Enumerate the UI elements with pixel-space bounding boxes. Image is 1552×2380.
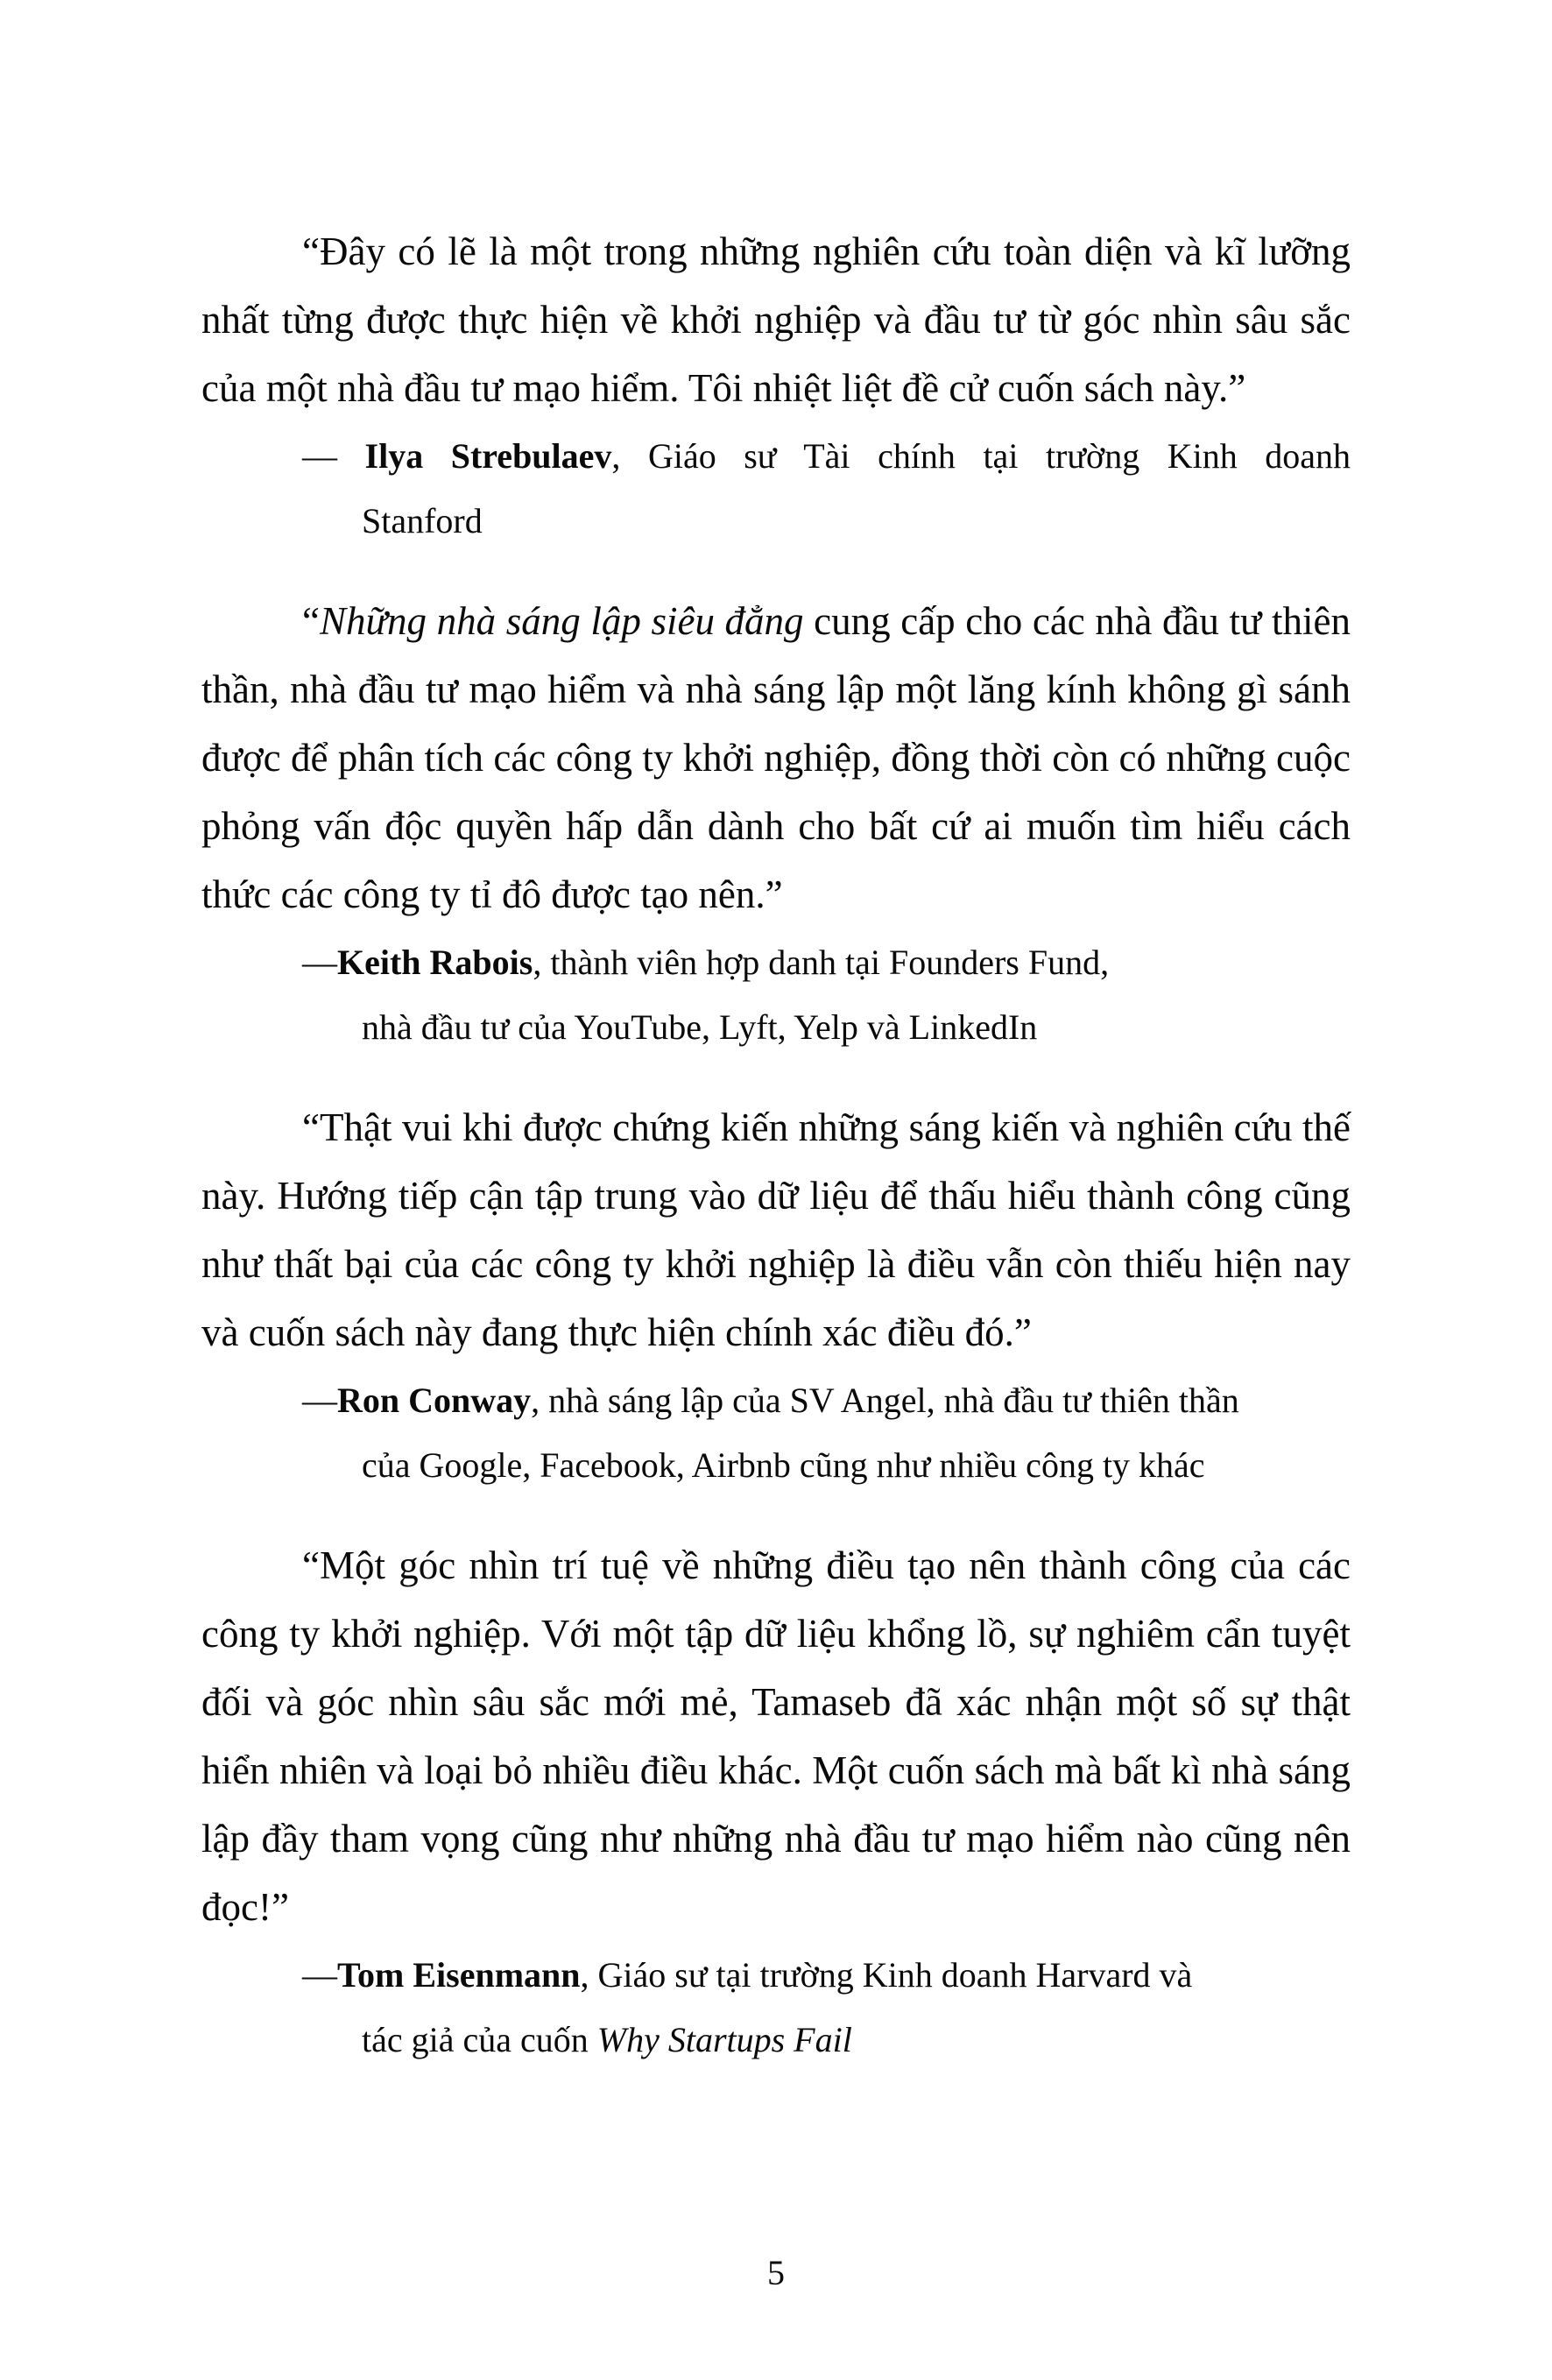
attribution-line-2 (362, 1433, 1351, 1498)
quote-text (201, 217, 1351, 422)
quote-attribution (201, 424, 1351, 554)
attribution-role-continued: nhà đầu tư của YouTube, Lyft, Yelp và LinkedIn (362, 1007, 1038, 1047)
attribution-line-1 (302, 424, 1351, 489)
open-quote-mark: “ (302, 1105, 320, 1149)
open-quote-mark: “ (302, 1543, 320, 1587)
attribution-line-2 (362, 489, 1351, 554)
testimonial-quote-4 (201, 1531, 1351, 2073)
quote-body: Đây có lẽ là một trong những nghiên cứu toàn diện và kĩ lưỡng nhất từng được thực hiện về khởi nghiệp và đầu tư từ góc nhìn sâu sắc của một nhà đầu tư mạo hiểm. Tôi nhiệt liệt đề cử cuốn sách này.” (201, 230, 1351, 410)
testimonial-quote-1 (201, 217, 1351, 554)
attribution-book-title: Why Startups Fail (596, 2020, 852, 2059)
attribution-role: , thành viên hợp danh tại Founders Fund, (533, 943, 1110, 982)
testimonial-quote-3 (201, 1093, 1351, 1498)
quote-text (201, 587, 1351, 929)
quote-body: cung cấp cho các nhà đầu tư thiên thần, nhà đầu tư mạo hiểm và nhà sáng lập một lăng kính không gì sánh được để phân tích các công ty khởi nghiệp, đồng thời còn có những cuộc phỏng vấn độc quyền hấp dẫn dành cho bất cứ ai muốn tìm hiểu cách thức các công ty tỉ đô được tạo nên.” (201, 599, 1351, 916)
attribution-role: , Giáo sư Tài chính tại trường Kinh doanh (611, 436, 1351, 476)
quote-body: Một góc nhìn trí tuệ về những điều tạo nên thành công của các công ty khởi nghiệp. Với một tập dữ liệu khổng lồ, sự nghiêm cẩn tuyệt đối và góc nhìn sâu sắc mới mẻ, Tamaseb đã xác nhận một số sự thật hiển nhiên và loại bỏ nhiều điều khác. Một cuốn sách mà bất kì nhà sáng lập đầy tham vọng cũng như những nhà đầu tư mạo hiểm nào cũng nên đọc!” (201, 1543, 1351, 1929)
attribution-name: Keith Rabois (337, 943, 533, 982)
quote-text (201, 1531, 1351, 1941)
quote-text (201, 1093, 1351, 1367)
attribution-line-2 (362, 995, 1351, 1060)
quote-attribution (201, 1368, 1351, 1498)
page-content (201, 217, 1351, 2106)
attribution-dash: — (302, 436, 365, 476)
attribution-dash: — (302, 1955, 337, 1995)
attribution-role-continued: của Google, Facebook, Airbnb cũng như nhiều công ty khác (362, 1445, 1205, 1485)
quote-attribution (201, 1943, 1351, 2073)
attribution-line-1 (302, 930, 1351, 995)
attribution-line-1 (302, 1368, 1351, 1433)
attribution-role: , Giáo sư tại trường Kinh doanh Harvard và (580, 1955, 1193, 1995)
attribution-name: Tom Eisenmann (337, 1955, 581, 1995)
page-number: 5 (767, 2253, 785, 2292)
attribution-name: Ilya Strebulaev (364, 436, 612, 476)
attribution-role: , nhà sáng lập của SV Angel, nhà đầu tư thiên thần (531, 1381, 1239, 1420)
attribution-role-continued: Stanford (362, 501, 483, 540)
testimonial-quote-2 (201, 587, 1351, 1060)
attribution-role-continued: tác giả của cuốn (362, 2020, 597, 2059)
quoted-book-title: Những nhà sáng lập siêu đẳng (319, 599, 804, 643)
open-quote-mark: “ (302, 599, 320, 643)
attribution-dash: — (302, 943, 337, 982)
attribution-dash: — (302, 1381, 337, 1420)
quote-attribution (201, 930, 1351, 1060)
open-quote-mark: “ (302, 230, 320, 273)
quote-body: Thật vui khi được chứng kiến những sáng kiến và nghiên cứu thế này. Hướng tiếp cận tập trung vào dữ liệu để thấu hiểu thành công cũng như thất bại của các công ty khởi nghiệp là điều vẫn còn thiếu hiện nay và cuốn sách này đang thực hiện chính xác điều đó.” (201, 1105, 1351, 1354)
attribution-line-2 (362, 2008, 1351, 2073)
attribution-line-1 (302, 1943, 1351, 2008)
attribution-name: Ron Conway (337, 1381, 532, 1420)
